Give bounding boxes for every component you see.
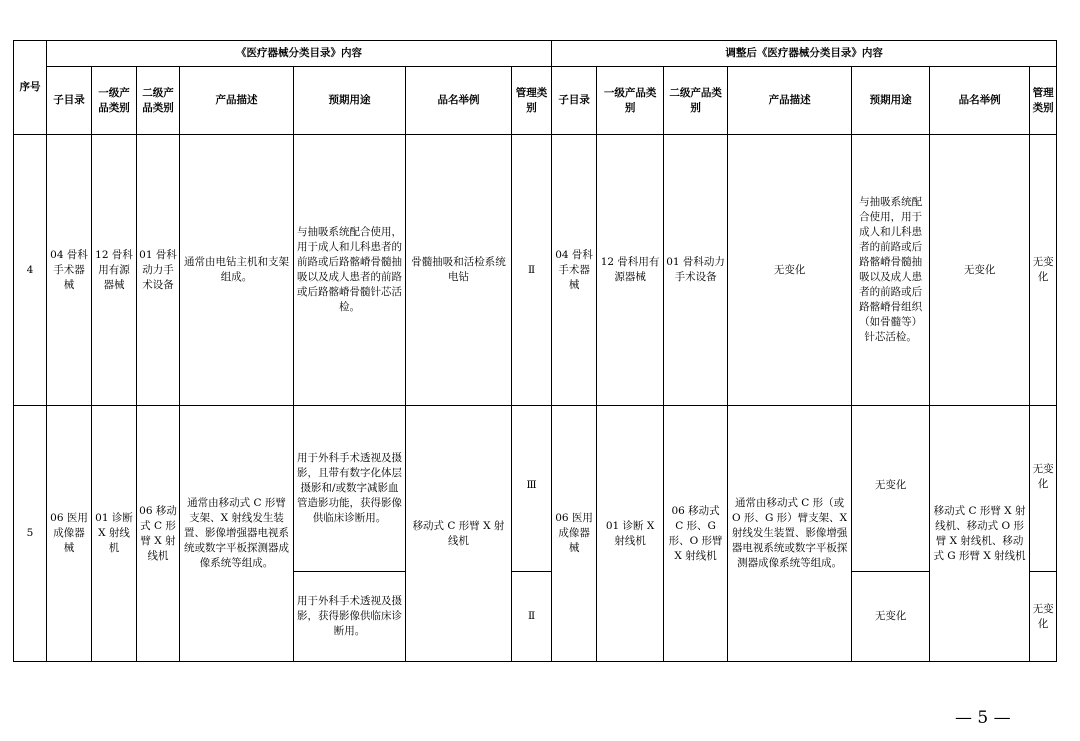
row5-orig-class-a: Ⅲ (512, 406, 552, 572)
row4-orig-level1: 12 骨科用有源器械 (92, 135, 137, 406)
header-orig-subdir: 子目录 (47, 67, 92, 135)
row4-adj-example: 无变化 (930, 135, 1030, 406)
header-orig-use: 预期用途 (294, 67, 406, 135)
row5-adj-subdir: 06 医用成像器械 (552, 406, 597, 662)
row5-orig-use-b: 用于外科手术透视及摄影，获得影像供临床诊断用。 (294, 572, 406, 662)
table-row (14, 135, 1057, 406)
header-adj-desc: 产品描述 (728, 67, 852, 135)
row5-orig-class-b: Ⅱ (512, 572, 552, 662)
row5-adj-example: 移动式 C 形臂 X 射线机、移动式 O 形臂 X 射线机、移动式 G 形臂 X 射线机 (930, 406, 1030, 662)
row5-adj-level2: 06 移动式 C 形、G 形、O 形臂 X 射线机 (664, 406, 728, 662)
row5-orig-level1: 01 诊断 X 射线机 (92, 406, 137, 662)
page-number: — 5 — (955, 708, 1011, 728)
row4-adj-class: 无变化 (1030, 135, 1057, 406)
row4-orig-subdir: 04 骨科手术器械 (47, 135, 92, 406)
table-row (14, 406, 1057, 572)
header-seq: 序号 (14, 41, 47, 135)
row4-adj-desc: 无变化 (728, 135, 852, 406)
catalog-adjustment-table (13, 40, 1057, 662)
row5-adj-class-a: 无变化 (1030, 406, 1057, 572)
row4-adj-use: 与抽吸系统配合使用，用于成人和儿科患者的前路或后路髂嵴骨髓抽吸以及成人患者的前路或后路髂嵴骨组织（如骨髓等）针芯活检。 (852, 135, 930, 406)
header-adjusted-group: 调整后《医疗器械分类目录》内容 (552, 41, 1057, 67)
row5-adj-desc: 通常由移动式 C 形（或 O 形、G 形）臂支架、X 射线发生装置、影像增强器电视系统或数字平板探测器成像系统等组成。 (728, 406, 852, 662)
row4-adj-level2: 01 骨科动力手术设备 (664, 135, 728, 406)
header-adj-level2: 二级产品类别 (664, 67, 728, 135)
header-orig-level1: 一级产品类别 (92, 67, 137, 135)
header-adj-example: 品名举例 (930, 67, 1030, 135)
row4-orig-desc: 通常由电钻主机和支架组成。 (180, 135, 294, 406)
header-adj-level1: 一级产品类别 (597, 67, 664, 135)
header-orig-class: 管理类别 (512, 67, 552, 135)
row4-orig-example: 骨髓抽吸和活检系统电钻 (406, 135, 512, 406)
row5-orig-example: 移动式 C 形臂 X 射线机 (406, 406, 512, 662)
row5-adj-level1: 01 诊断 X 射线机 (597, 406, 664, 662)
row5-adj-use-a: 无变化 (852, 406, 930, 572)
row5-orig-use-a: 用于外科手术透视及摄影，且带有数字化体层摄影和/或数字减影血管造影功能，获得影像供临床诊断用。 (294, 406, 406, 572)
row5-orig-level2: 06 移动式 C 形臂 X 射线机 (137, 406, 180, 662)
row4-orig-class: Ⅱ (512, 135, 552, 406)
row5-adj-use-b: 无变化 (852, 572, 930, 662)
row4-adj-level1: 12 骨科用有源器械 (597, 135, 664, 406)
row4-seq: 4 (14, 135, 47, 406)
header-adj-use: 预期用途 (852, 67, 930, 135)
row5-adj-class-b: 无变化 (1030, 572, 1057, 662)
header-adj-class: 管理类别 (1030, 67, 1057, 135)
row4-adj-subdir: 04 骨科手术器械 (552, 135, 597, 406)
row5-orig-desc: 通常由移动式 C 形臂支架、X 射线发生装置、影像增强器电视系统或数字平板探测器成像系统等组成。 (180, 406, 294, 662)
header-adj-subdir: 子目录 (552, 67, 597, 135)
header-orig-desc: 产品描述 (180, 67, 294, 135)
header-orig-level2: 二级产品类别 (137, 67, 180, 135)
header-original-group: 《医疗器械分类目录》内容 (47, 41, 552, 67)
row4-orig-use: 与抽吸系统配合使用，用于成人和儿科患者的前路或后路髂嵴骨髓抽吸以及成人患者的前路或后路髂嵴骨髓针芯活检。 (294, 135, 406, 406)
row4-orig-level2: 01 骨科动力手术设备 (137, 135, 180, 406)
header-orig-example: 品名举例 (406, 67, 512, 135)
row5-orig-subdir: 06 医用成像器械 (47, 406, 92, 662)
row5-seq: 5 (14, 406, 47, 662)
